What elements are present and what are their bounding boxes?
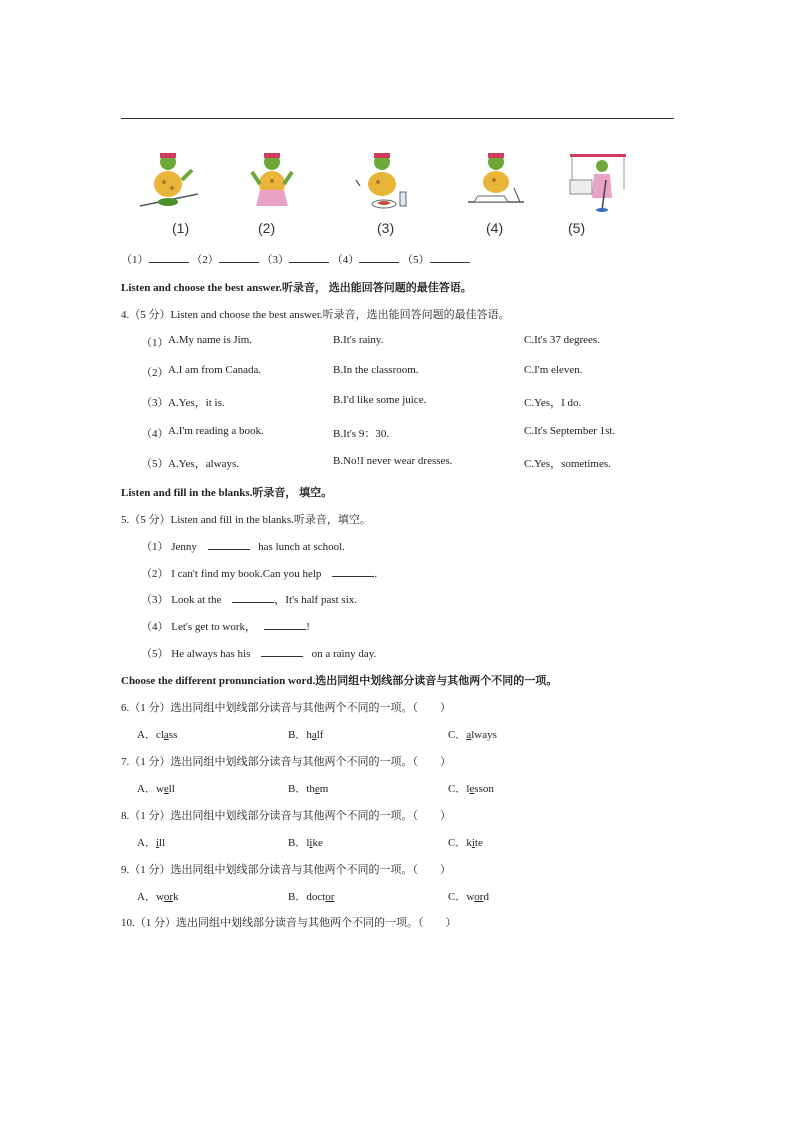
q4-row-num: （5） [141, 458, 169, 470]
q5-blank-3[interactable] [232, 592, 274, 603]
q4-option-a[interactable]: A.Yes，always. [168, 458, 239, 470]
q4-row-num: （3） [141, 397, 169, 409]
q5-stem: 5.（5 分）Listen and fill in the blanks.听录音，填空。 [121, 514, 371, 526]
q4-option-b[interactable]: B.I'd like some juice. [333, 394, 427, 406]
q5-item [141, 538, 345, 554]
q6-option-b[interactable]: B．half [288, 729, 324, 741]
q8-option-b[interactable]: B．like [288, 837, 323, 849]
picture-label-1: (1) [172, 220, 190, 236]
q9-stem: 9.（1 分）选出同组中划线部分读音与其他两个不同的一项。（ ） [121, 864, 451, 876]
q4-option-b[interactable]: B.It's 9：30. [333, 428, 390, 440]
picture-label-5: (5) [568, 220, 586, 236]
q5-item [141, 591, 357, 607]
q5-blank-2[interactable] [332, 566, 374, 577]
q7-stem: 7.（1 分）选出同组中划线部分读音与其他两个不同的一项。（ ） [121, 756, 451, 768]
q5-blank-5[interactable] [261, 646, 303, 657]
q9-option-c[interactable]: C．word [448, 891, 489, 903]
answer-num-1: （1） [121, 254, 149, 266]
q5-blank-4[interactable] [264, 619, 306, 630]
q5-item-before: Let's get to work， [171, 621, 257, 633]
q4-option-a[interactable]: A.I'm reading a book. [168, 425, 264, 437]
q4-option-a[interactable]: A.Yes，it is. [168, 397, 225, 409]
answer-blank-1[interactable] [149, 252, 189, 263]
picture-answer-line [121, 251, 470, 267]
picture-label-4: (4) [486, 220, 504, 236]
q4-row-num: （1） [141, 337, 169, 349]
q5-item-before: I can't find my book.Can you help [171, 568, 322, 580]
picture-label-3: (3) [377, 220, 395, 236]
section-heading-best-answer: Listen and choose the best answer.听录音， 选出能回答问题的最佳答语。 [121, 282, 472, 294]
q4-option-b[interactable]: B.In the classroom. [333, 364, 419, 376]
q7-option-a[interactable]: A．well [137, 783, 175, 795]
q5-item-after: has lunch at school. [258, 541, 345, 553]
q7-option-c[interactable]: C．lesson [448, 783, 494, 795]
q4-option-b[interactable]: B.No!I never wear dresses. [333, 455, 453, 467]
answer-num-2: （2） [191, 254, 219, 266]
answer-blank-2[interactable] [219, 252, 259, 263]
q4-option-c[interactable]: C.It's 37 degrees. [524, 334, 600, 346]
q7-option-b[interactable]: B．them [288, 783, 329, 795]
q4-option-a[interactable]: A.I am from Canada. [168, 364, 262, 376]
q4-option-c[interactable]: C.Yes，sometimes. [524, 458, 611, 470]
q6-option-a[interactable]: A．class [137, 729, 178, 741]
q5-item-after: . [374, 568, 378, 580]
answer-blank-3[interactable] [289, 252, 329, 263]
q5-item [141, 645, 376, 661]
picture-label-2: (2) [258, 220, 276, 236]
q8-option-c[interactable]: C．kite [448, 837, 483, 849]
q4-option-c[interactable]: C.It's September 1st. [524, 425, 616, 437]
turtle-picture-5 [566, 150, 630, 214]
q4-row-num: （4） [141, 428, 169, 440]
answer-num-5: （5） [402, 254, 430, 266]
q10-stem: 10.（1 分）选出同组中划线部分读音与其他两个不同的一项。（ ） [121, 917, 457, 929]
q4-option-b[interactable]: B.It's rainy. [333, 334, 384, 346]
q5-blank-1[interactable] [208, 539, 250, 550]
q5-item-num: （5） [141, 648, 169, 660]
q5-item-before: Look at the [171, 594, 222, 606]
q5-item-after: ，It's half past six. [274, 594, 357, 606]
q4-row-num: （2） [141, 367, 169, 379]
q5-item-num: （4） [141, 621, 169, 633]
q4-option-c[interactable]: C.I'm eleven. [524, 364, 583, 376]
turtle-picture-3 [352, 150, 416, 214]
q8-stem: 8.（1 分）选出同组中划线部分读音与其他两个不同的一项。（ ） [121, 810, 451, 822]
q5-item-before: Jenny [171, 541, 197, 553]
q8-option-a[interactable]: A．ill [137, 837, 166, 849]
q5-item-before: He always has his [171, 648, 251, 660]
q9-option-b[interactable]: B．doctor [288, 891, 335, 903]
answer-num-3: （3） [261, 254, 289, 266]
q5-item [141, 565, 377, 581]
answer-num-4: （4） [331, 254, 360, 266]
q4-option-c[interactable]: C.Yes，I do. [524, 397, 582, 409]
q5-item-after: on a rainy day. [311, 648, 377, 660]
q6-stem: 6.（1 分）选出同组中划线部分读音与其他两个不同的一项。（ ） [121, 702, 451, 714]
section-heading-pronunciation: Choose the different pronunciation word.选出同组中划线部分读音与其他两个不同的一项。 [121, 675, 558, 687]
section-heading-fill-blanks: Listen and fill in the blanks.听录音， 填空。 [121, 487, 333, 499]
turtle-picture-1 [138, 150, 202, 214]
q9-option-a[interactable]: A．work [137, 891, 179, 903]
q5-item [141, 618, 310, 634]
header-rule [121, 118, 674, 119]
q4-option-a[interactable]: A.My name is Jim. [168, 334, 253, 346]
q5-item-after: ! [306, 621, 310, 633]
q4-stem: 4.（5 分）Listen and choose the best answer.听录音，选出能回答问题的最佳答语。 [121, 309, 510, 321]
q5-item-num: （2） [141, 568, 169, 580]
q5-item-num: （1） [141, 541, 169, 553]
q5-item-num: （3） [141, 594, 169, 606]
turtle-picture-4 [464, 150, 528, 214]
q6-option-c[interactable]: C．always [448, 729, 497, 741]
answer-blank-4[interactable] [359, 252, 399, 263]
turtle-picture-2 [240, 150, 304, 214]
answer-blank-5[interactable] [430, 252, 470, 263]
